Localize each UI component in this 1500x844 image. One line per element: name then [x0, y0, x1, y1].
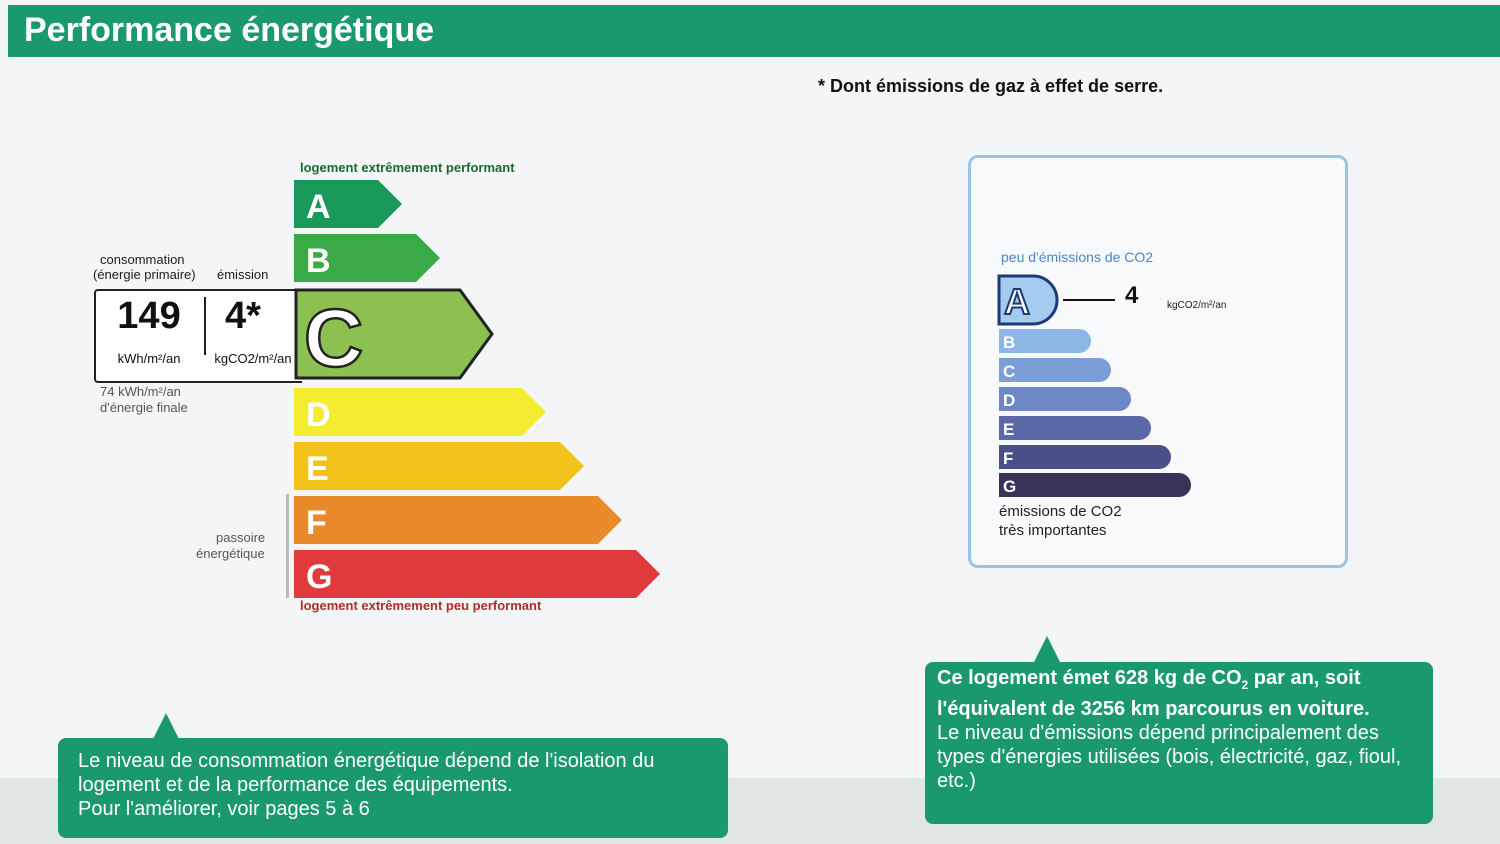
- svg-text:E: E: [306, 450, 329, 488]
- co2-class-B: [999, 329, 1091, 353]
- page-title: Performance énergétique: [24, 11, 435, 49]
- svg-text:F: F: [1003, 449, 1014, 468]
- energy-class-A: [294, 180, 402, 228]
- energy-class-B: [294, 234, 440, 282]
- passoire-line1: passoire: [216, 530, 266, 545]
- co2-class-C: [999, 358, 1111, 382]
- svg-text:A: A: [306, 188, 331, 226]
- co2-subscript: 2: [1241, 678, 1249, 692]
- footnote: * Dont émissions de gaz à effet de serre.: [818, 76, 1164, 96]
- bubble-left-line3: Pour l'améliorer, voir pages 5 à 6: [78, 798, 370, 820]
- info-bubble-consumption: [58, 738, 728, 838]
- bubble-left-tail: [153, 713, 179, 739]
- bubble-right-text: [937, 666, 1425, 793]
- svg-text:C: C: [304, 293, 364, 384]
- co2-bottom-label: [999, 502, 1122, 540]
- final-energy-line2: d'énergie finale: [100, 400, 188, 415]
- energy-top-label: logement extrêmement performant: [300, 160, 515, 175]
- co2-unit: kgCO2/m²/an: [1167, 300, 1227, 311]
- passoire-bracket: [286, 494, 289, 598]
- emission-value: 4*: [225, 295, 261, 337]
- energy-class-scale: [290, 176, 670, 604]
- svg-text:B: B: [306, 242, 331, 280]
- svg-text:A: A: [1004, 281, 1030, 322]
- consumption-header-line2: (énergie primaire): [93, 267, 196, 282]
- box-divider: [204, 297, 206, 355]
- emission-header: émission: [217, 267, 269, 282]
- bubble-left-text: [78, 749, 718, 821]
- energy-class-C: [296, 290, 492, 384]
- consumption-unit: kWh/m²/an: [117, 351, 181, 366]
- svg-text:C: C: [1003, 362, 1016, 381]
- co2-class-D: [999, 387, 1131, 411]
- co2-class-F: [999, 445, 1171, 469]
- svg-text:B: B: [1003, 333, 1016, 352]
- final-energy-line1: 74 kWh/m²/an: [100, 384, 181, 399]
- co2-top-label: peu d'émissions de CO2: [1001, 249, 1154, 265]
- co2-class-scale: [991, 270, 1191, 498]
- bubble-right-line1: [937, 666, 1425, 697]
- co2-bottom-line1: émissions de CO2: [999, 503, 1122, 520]
- svg-text:G: G: [306, 558, 333, 596]
- bubble-right-tail: [1034, 636, 1060, 662]
- consumption-value: 149: [117, 295, 181, 337]
- co2-class-G: [999, 473, 1191, 497]
- bubble-right-line3: Le niveau d'émissions dépend principalement des types d'énergies utilisées (bois, électricité, gaz, fioul, etc.): [937, 722, 1402, 792]
- bubble-right-line2: l'équivalent de 3256 km parcourus en voiture.: [937, 698, 1370, 720]
- consumption-box: [94, 289, 302, 383]
- svg-text:G: G: [1003, 477, 1017, 496]
- passoire-line2: énergétique: [196, 546, 265, 561]
- info-bubble-emissions: [925, 662, 1433, 824]
- co2-class-A: [999, 276, 1115, 324]
- svg-text:D: D: [306, 396, 331, 434]
- svg-text:D: D: [1003, 391, 1016, 410]
- consumption-header-line1: consommation: [100, 252, 185, 267]
- energy-class-G: [294, 550, 660, 598]
- energy-bottom-label: logement extrêmement peu performant: [300, 598, 542, 613]
- energy-class-F: [294, 496, 622, 544]
- bubble-left-line1: Le niveau de consommation énergétique dépend de l'isolation du: [78, 750, 655, 772]
- svg-text:F: F: [306, 504, 327, 542]
- co2-class-E: [999, 416, 1151, 440]
- energy-class-D: [294, 388, 546, 436]
- energy-class-E: [294, 442, 584, 490]
- co2-label-card: [968, 155, 1348, 568]
- bubble-right-line1-pre: Ce logement émet 628 kg de CO: [937, 667, 1242, 689]
- co2-bottom-line2: très importantes: [999, 522, 1107, 539]
- bubble-left-line2: logement et de la performance des équipements.: [78, 774, 513, 796]
- emission-unit: kgCO2/m²/an: [214, 351, 292, 366]
- bubble-right-line1-post: par an, soit: [1248, 667, 1361, 689]
- co2-value: 4: [1125, 282, 1139, 309]
- svg-text:E: E: [1003, 420, 1015, 439]
- header-bar: [8, 5, 1500, 57]
